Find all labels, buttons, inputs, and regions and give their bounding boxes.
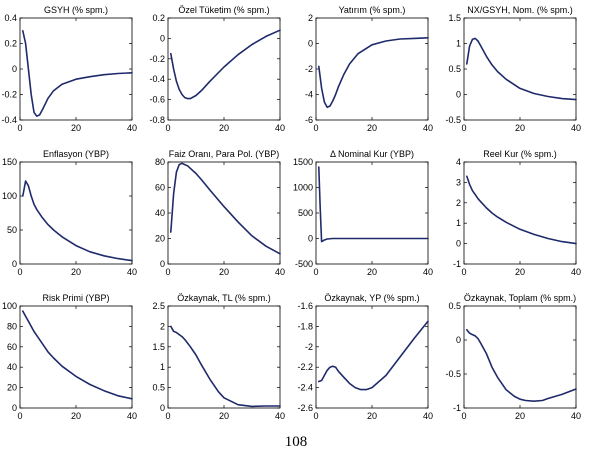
series-line — [23, 311, 132, 399]
series-line — [171, 163, 280, 254]
panel-title: NX/GSYH, Nom. (% spm.) — [467, 5, 573, 15]
panel-7 — [293, 149, 433, 277]
panel-6 — [155, 149, 285, 277]
y-tick-label: -0.8 — [149, 115, 165, 125]
y-tick-label: 3 — [455, 177, 461, 188]
x-tick-label: 40 — [422, 411, 434, 421]
x-tick-label: 0 — [313, 123, 319, 133]
x-tick-label: 20 — [366, 123, 378, 133]
y-tick-label: -0.6 — [149, 94, 165, 105]
y-tick-label: 0.5 — [448, 64, 461, 74]
plot-frame — [168, 18, 280, 120]
panel-5 — [2, 149, 137, 277]
x-tick-label: 20 — [366, 267, 378, 277]
y-tick-label: 0.5 — [152, 382, 165, 393]
y-tick-label: 2 — [159, 321, 165, 332]
y-tick-label: -1 — [452, 259, 461, 269]
y-tick-label: 100 — [1, 191, 17, 201]
panel-4 — [445, 5, 581, 133]
y-tick-label: -0.4 — [149, 74, 165, 85]
panel-title: Enflasyon (YBP) — [42, 149, 110, 159]
y-tick-label: 40 — [154, 208, 165, 218]
x-tick-label: 40 — [274, 411, 286, 421]
plot-frame — [168, 162, 280, 264]
y-tick-label: 0 — [307, 233, 313, 244]
y-tick-label: 2.5 — [152, 301, 165, 311]
x-tick-label: 40 — [422, 267, 434, 277]
y-tick-label: 100 — [1, 301, 17, 311]
y-tick-label: 0 — [11, 259, 17, 269]
y-tick-label: 80 — [6, 321, 17, 332]
y-tick-label: 0 — [159, 33, 165, 44]
y-tick-label: 50 — [6, 225, 17, 235]
x-tick-label: 40 — [126, 411, 138, 421]
y-tick-label: -2 — [304, 341, 313, 352]
y-tick-label: 0 — [455, 335, 461, 345]
y-tick-label: 2 — [307, 13, 313, 23]
series-line — [319, 38, 428, 108]
plot-frame — [316, 162, 428, 264]
x-tick-label: 40 — [570, 267, 582, 277]
series-line — [467, 330, 576, 401]
x-tick-label: 0 — [313, 411, 319, 421]
y-tick-label: -0.2 — [1, 89, 17, 100]
plot-frame — [20, 162, 132, 264]
y-tick-label: -1.8 — [297, 321, 313, 332]
panel-title: Δ Nominal Kur (YBP) — [329, 149, 415, 159]
y-tick-label: 150 — [1, 157, 17, 167]
y-tick-label: 0.5 — [448, 301, 461, 311]
plot-frame — [20, 306, 132, 408]
x-tick-label: 0 — [165, 411, 171, 421]
x-tick-label: 0 — [461, 267, 467, 277]
y-tick-label: 1.5 — [152, 341, 165, 352]
series-line — [319, 167, 428, 242]
y-tick-label: 0 — [11, 64, 17, 74]
series-line — [467, 176, 576, 243]
plot-frame — [316, 18, 428, 120]
y-tick-label: 20 — [6, 382, 17, 393]
series-line — [467, 38, 576, 99]
y-tick-label: 500 — [297, 208, 313, 218]
x-tick-label: 0 — [17, 267, 23, 277]
y-tick-label: 2 — [455, 197, 461, 208]
y-tick-label: -0.4 — [1, 115, 17, 125]
panel-title: Özel Tüketim (% spm.) — [178, 5, 270, 15]
x-tick-label: 0 — [17, 123, 23, 133]
y-tick-label: 0 — [159, 259, 165, 269]
x-tick-label: 20 — [70, 267, 82, 277]
y-tick-label: -2.4 — [297, 382, 313, 393]
panel-title: Özkaynak, TL (% spm.) — [177, 293, 271, 303]
panel-title: GSYH (% spm.) — [43, 5, 109, 15]
panel-11 — [297, 293, 433, 421]
y-tick-label: 40 — [6, 362, 17, 373]
panel-title: Yatırım (% spm.) — [338, 5, 406, 15]
x-tick-label: 0 — [165, 267, 171, 277]
panel-title: Reel Kur (% spm.) — [483, 149, 557, 159]
y-tick-label: 4 — [455, 157, 461, 167]
y-tick-label: 1 — [455, 218, 461, 229]
page-number: 108 — [284, 434, 308, 450]
x-tick-label: 20 — [70, 411, 82, 421]
plot-frame — [168, 306, 280, 408]
panel-title: Özkaynak, Toplam (% spm.) — [463, 293, 577, 303]
y-tick-label: -2.2 — [297, 362, 313, 373]
y-tick-label: 1 — [455, 38, 461, 49]
plot-frame — [464, 306, 576, 408]
y-tick-label: -500 — [294, 259, 313, 269]
plot-frame — [464, 162, 576, 264]
x-tick-label: 0 — [461, 411, 467, 421]
panel-title: Özkaynak, YP (% spm.) — [324, 293, 420, 303]
y-tick-label: -0.5 — [445, 115, 461, 125]
x-tick-label: 20 — [218, 267, 230, 277]
panel-8 — [453, 149, 581, 277]
x-tick-label: 20 — [366, 411, 378, 421]
y-tick-label: -0.5 — [445, 369, 461, 379]
y-tick-label: 0 — [11, 403, 17, 413]
y-tick-label: -1 — [452, 403, 461, 413]
y-tick-label: -1.6 — [297, 301, 313, 311]
panel-title: Risk Primi (YBP) — [42, 293, 110, 303]
x-tick-label: 20 — [218, 123, 230, 133]
y-tick-label: -4 — [304, 89, 313, 100]
panel-9 — [2, 293, 137, 421]
panel-title: Faiz Oranı, Para Pol. (YBP) — [168, 149, 280, 159]
plot-frame — [316, 306, 428, 408]
panel-3 — [305, 5, 433, 133]
y-tick-label: 0.2 — [4, 38, 17, 49]
y-tick-label: 1.5 — [448, 13, 461, 23]
plot-frame — [20, 18, 132, 120]
x-tick-label: 40 — [570, 411, 582, 421]
series-line — [171, 326, 280, 406]
y-tick-label: 80 — [154, 157, 165, 167]
y-tick-label: -0.2 — [149, 53, 165, 64]
y-tick-label: 0 — [159, 403, 165, 413]
y-tick-label: 1500 — [292, 157, 313, 167]
series-line — [171, 30, 280, 98]
y-tick-label: 0.4 — [4, 13, 17, 23]
x-tick-label: 40 — [126, 123, 138, 133]
x-tick-label: 40 — [274, 267, 286, 277]
x-tick-label: 40 — [570, 123, 582, 133]
y-tick-label: 60 — [154, 182, 165, 193]
x-tick-label: 0 — [165, 123, 171, 133]
x-tick-label: 0 — [313, 267, 319, 277]
y-tick-label: 20 — [154, 233, 165, 244]
x-tick-label: 0 — [461, 123, 467, 133]
x-tick-label: 20 — [218, 411, 230, 421]
x-tick-label: 40 — [126, 267, 138, 277]
panel-1 — [1, 5, 137, 133]
x-tick-label: 20 — [514, 123, 526, 133]
x-tick-label: 40 — [274, 123, 286, 133]
series-line — [319, 321, 428, 389]
y-tick-label: -6 — [304, 115, 313, 125]
panel-12 — [445, 293, 581, 421]
x-tick-label: 0 — [17, 411, 23, 421]
y-tick-label: 60 — [6, 341, 17, 352]
y-tick-label: -2.6 — [297, 403, 313, 413]
panel-10 — [152, 293, 285, 421]
x-tick-label: 40 — [422, 123, 434, 133]
y-tick-label: 0 — [455, 89, 461, 100]
x-tick-label: 20 — [70, 123, 82, 133]
y-tick-label: 1 — [159, 362, 165, 373]
y-tick-label: -2 — [304, 64, 313, 74]
y-tick-label: 0.2 — [152, 13, 165, 23]
y-tick-label: 0 — [455, 238, 461, 249]
series-line — [23, 31, 132, 116]
plot-frame — [464, 18, 576, 120]
y-tick-label: 1000 — [292, 182, 313, 193]
panel-2 — [149, 5, 285, 133]
y-tick-label: 0 — [307, 38, 313, 49]
x-tick-label: 20 — [514, 267, 526, 277]
series-line — [23, 181, 132, 261]
x-tick-label: 20 — [514, 411, 526, 421]
